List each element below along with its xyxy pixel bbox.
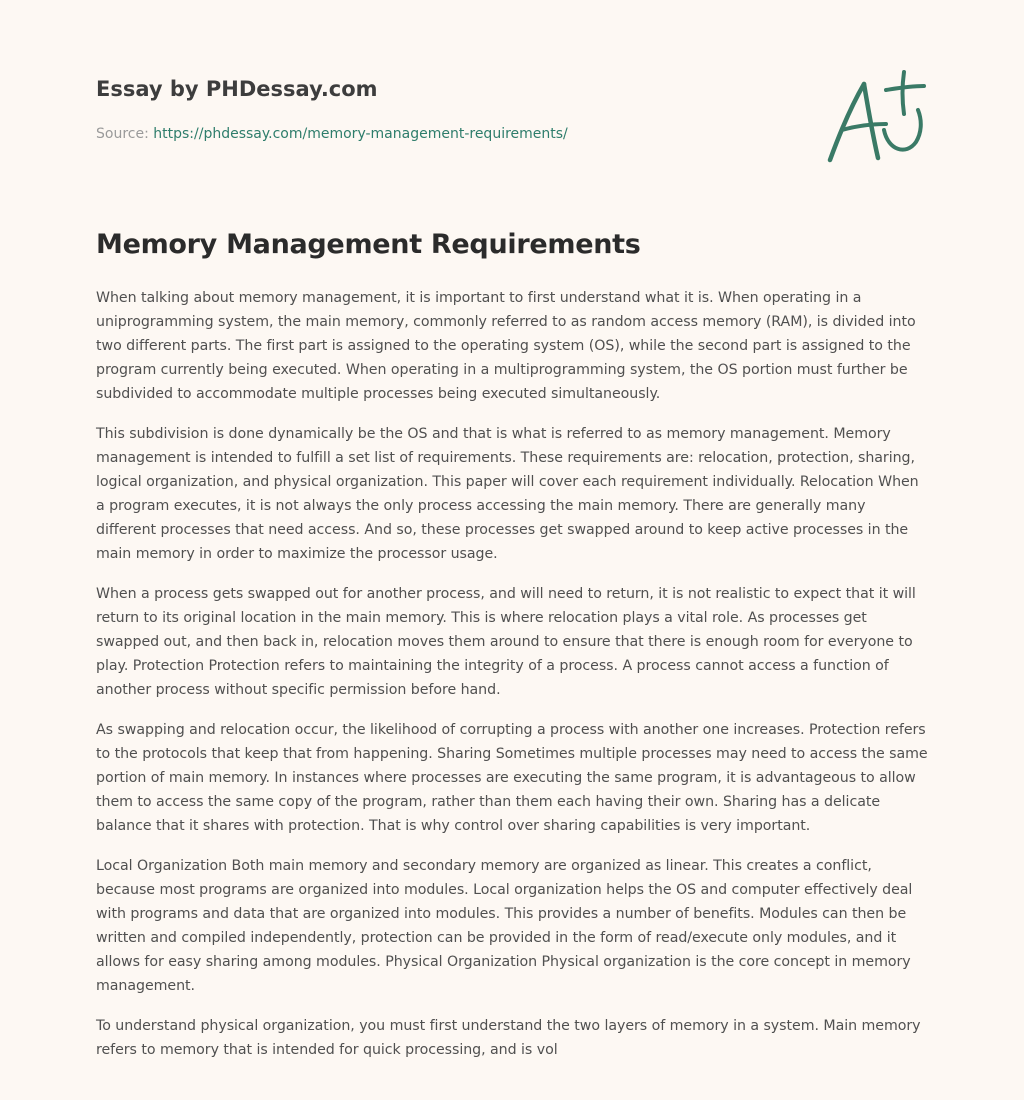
source-label: Source: (96, 126, 154, 142)
source-link[interactable]: https://phdessay.com/memory-management-requirements/ (153, 126, 568, 142)
essay-paragraph: When a process gets swapped out for another process, and will need to return, it is not realistic to expect that it will return to its original location in the main memory. This is where relocation plays a vital role. As processes get swapped out, and then back in, relocation moves them around to ensure that there is enough room for everyone to play. Protection Protection refers to maintaining the integrity of a process. A process cannot access a function of another process without specific permission before hand. (96, 586, 916, 698)
a-plus-grade-icon (820, 64, 932, 168)
essay-article (96, 226, 928, 1078)
essay-paragraph: When talking about memory management, it is important to first understand what it is. When operating in a uniprogramming system, the main memory, commonly referred to as random access memory (RAM), is divided into two different parts. The first part is assigned to the operating system (OS), while the second part is assigned to the program currently being executed. When operating in a multiprogramming system, the OS portion must further be subdivided to accommodate multiple processes being executed simultaneously. (96, 290, 916, 402)
source-line (96, 124, 796, 144)
site-header (96, 74, 796, 144)
essay-paragraph: To understand physical organization, you must first understand the two layers of memory in a system. Main memory refers to memory that is intended for quick processing, and is vol (96, 1018, 921, 1058)
essay-paragraph: As swapping and relocation occur, the likelihood of corrupting a process with another one increases. Protection refers to the protocols that keep that from happening. Sharing Sometimes multiple processes may need to access the same portion of main memory. In instances where processes are executing the same program, it is advantageous to allow them to access the same copy of the program, rather than them each having their own. Sharing has a delicate balance that it shares with protection. That is why control over sharing capabilities is very important. (96, 722, 928, 834)
site-title: Essay by PHDessay.com (96, 77, 378, 101)
essay-paragraph: Local Organization Both main memory and secondary memory are organized as linear. This creates a conflict, because most programs are organized into modules. Local organization helps the OS and computer effectively deal with programs and data that are organized into modules. This provides a number of benefits. Modules can then be written and compiled independently, protection can be provided in the form of read/execute only modules, and it allows for easy sharing among modules. Physical Organization Physical organization is the core concept in memory management. (96, 858, 913, 994)
essay-paragraph: This subdivision is done dynamically be the OS and that is what is referred to as memory management. Memory management is intended to fulfill a set list of requirements. These requirements are: relocation, protection, sharing, logical organization, and physical organization. This paper will cover each requirement individually. Relocation When a program executes, it is not always the only process accessing the main memory. There are generally many different processes that need access. And so, these processes get swapped around to keep active processes in the main memory in order to maximize the processor usage. (96, 426, 919, 562)
essay-title: Memory Management Requirements (96, 229, 641, 260)
